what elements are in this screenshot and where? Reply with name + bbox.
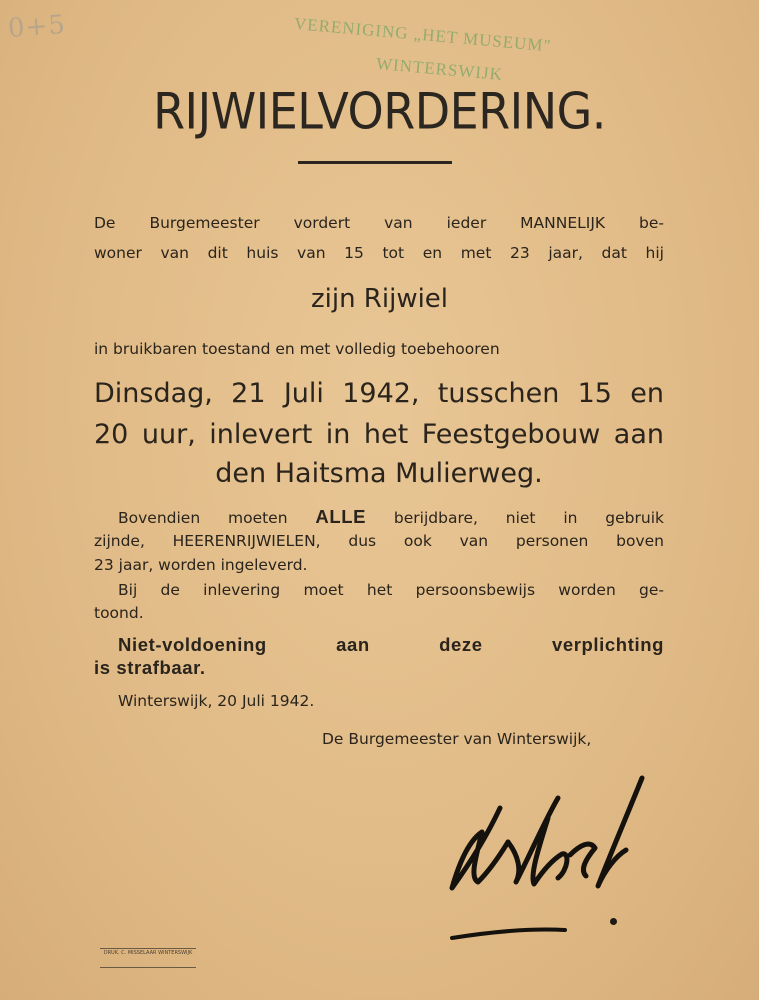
deadline-line-3: den Haitsma Mulierweg.	[215, 458, 543, 489]
pencil-annotation: 0+5	[7, 10, 67, 44]
id-note-line-1: Bij de inlevering moet het persoonsbewijs worden ge-	[118, 581, 664, 599]
stamp-line-1: VERENIGING „HET MUSEUM"	[293, 14, 553, 56]
deadline-line-1: Dinsdag, 21 Juli 1942, tusschen 15 en	[94, 378, 664, 409]
deadline-line-2: 20 uur, inlevert in het Feestgebouw aan	[94, 419, 664, 450]
printer-mark: DRUK. C. MISSELAAR WINTERSWIJK	[100, 948, 196, 968]
title-rule	[298, 161, 452, 164]
condition-line: in bruikbaren toestand en met volledig toebehooren	[94, 340, 500, 358]
warning-line-2: is strafbaar.	[94, 657, 206, 678]
intro-line-2: woner van dit huis van 15 tot en met 23 jaar, dat hij	[94, 244, 664, 262]
extra-line-1-emphasis: ALLE	[315, 506, 367, 527]
poster-title: RIJWIELVORDERING.	[153, 81, 606, 141]
extra-line-3: 23 jaar, worden ingeleverd.	[94, 556, 308, 574]
warning-line-1: Niet-voldoening aan deze verplichting	[118, 634, 664, 655]
extra-line-1-pre: Bovendien moeten	[118, 509, 316, 527]
handwritten-signature	[430, 760, 680, 960]
extra-line-1-post: berijdbare, niet in gebruik	[366, 509, 664, 527]
subject-heading: zijn Rijwiel	[310, 284, 449, 314]
ink-dot	[610, 918, 617, 925]
intro-line-1: De Burgemeester vordert van ieder MANNELIJK be-	[94, 214, 664, 232]
id-note-line-2: toond.	[94, 604, 144, 622]
place-date: Winterswijk, 20 Juli 1942.	[118, 692, 315, 710]
stamp-line-2: WINTERSWIJK	[375, 54, 504, 85]
signatory-line: De Burgemeester van Winterswijk,	[322, 730, 592, 748]
extra-line-1	[118, 506, 664, 528]
extra-line-2: zijnde, HEERENRIJWIELEN, dus ook van personen boven	[94, 532, 664, 550]
